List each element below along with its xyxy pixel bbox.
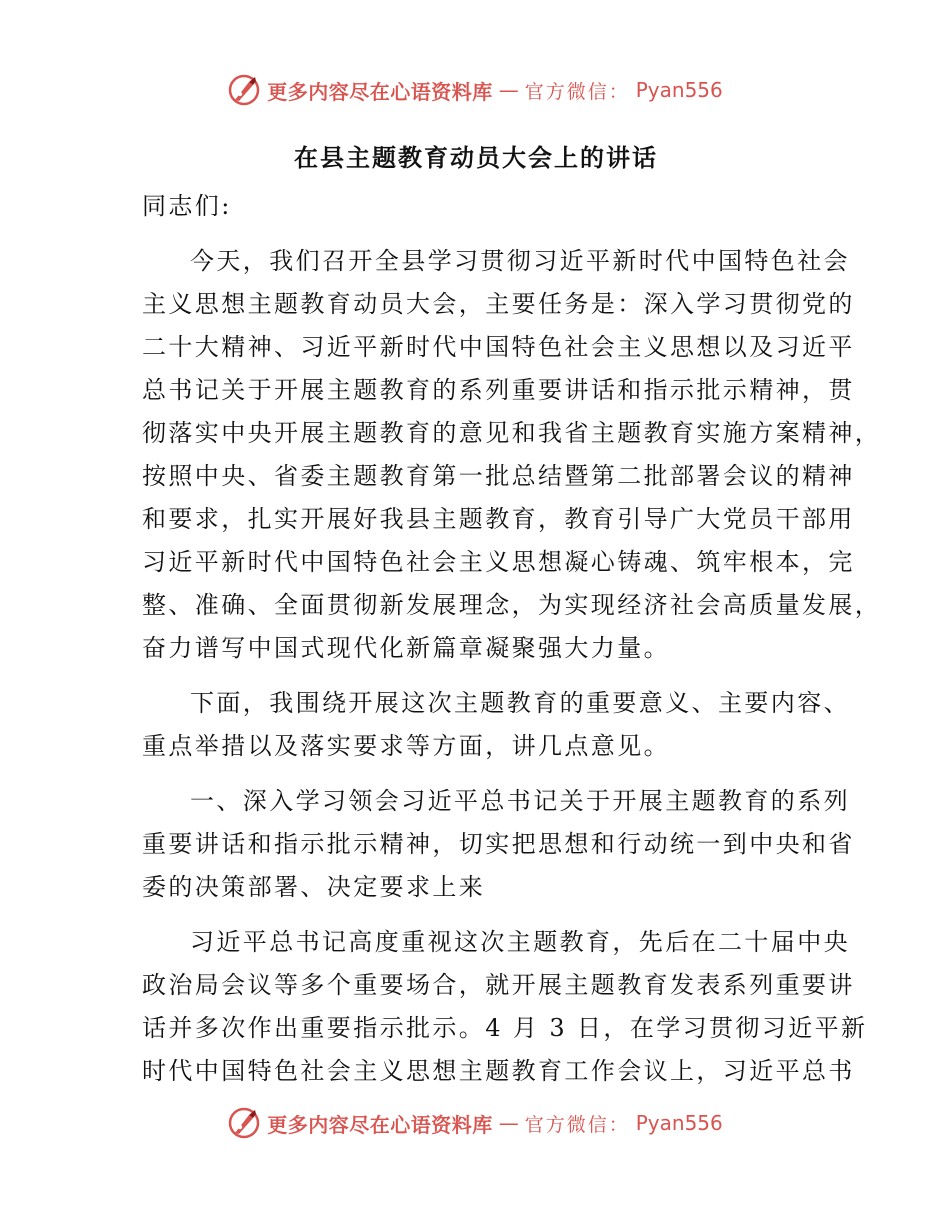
watermark-label: 官方微信： <box>524 1113 630 1136</box>
watermark-header <box>0 70 950 110</box>
paragraph-line: 奋力谱写中国式现代化新篇章凝聚强大力量。 <box>142 634 670 662</box>
watermark-dash: — <box>498 78 519 102</box>
paragraph-line: 习近平新时代中国特色社会主义思想凝心铸魂、筑牢根本，完 <box>142 548 855 576</box>
paragraph-line: 话并多次作出重要指示批示。4 月 3 日，在学习贯彻习近平新 <box>142 1014 868 1042</box>
salutation: 同志们: <box>142 192 232 220</box>
watermark-label: 官方微信： <box>524 80 630 103</box>
paragraph-line: 彻落实中央开展主题教育的意见和我省主题教育实施方案精神， <box>142 419 882 447</box>
paragraph-line: 今天，我们召开全县学习贯彻习近平新时代中国特色社会 <box>190 247 850 275</box>
paragraph-line: 下面，我围绕开展这次主题教育的重要意义、主要内容、 <box>190 689 850 717</box>
watermark-text: 更多内容尽在心语资料库 <box>267 1112 493 1137</box>
paragraph-line: 整、准确、全面贯彻新发展理念，为实现经济社会高质量发展， <box>142 591 882 619</box>
paragraph-2 <box>142 682 850 768</box>
paragraph-line: 按照中央、省委主题教育第一批总结暨第二批部署会议的精神 <box>142 462 855 490</box>
watermark-wechat-id: Pyan556 <box>635 78 723 102</box>
quill-logo-icon <box>227 73 261 107</box>
paragraph-line: 重要讲话和指示批示精神，切实把思想和行动统一到中央和省 <box>142 830 855 858</box>
paragraph-line: 主义思想主题教育动员大会，主要任务是：深入学习贯彻党的 <box>142 290 855 318</box>
watermark-text: 更多内容尽在心语资料库 <box>267 79 493 104</box>
paragraph-line: 二十大精神、习近平新时代中国特色社会主义思想以及习近平 <box>142 333 855 361</box>
paragraph-1 <box>142 240 882 670</box>
quill-logo-icon <box>227 1106 261 1140</box>
document-body <box>142 135 882 1093</box>
paragraph-line: 时代中国特色社会主义思想主题教育工作会议上，习近平总书 <box>142 1057 855 1085</box>
paragraph-line: 政治局会议等多个重要场合，就开展主题教育发表系列重要讲 <box>142 971 855 999</box>
document-title: 在县主题教育动员大会上的讲话 <box>294 143 658 172</box>
watermark-wechat-id: Pyan556 <box>635 1111 723 1135</box>
paragraph-line: 一、深入学习领会习近平总书记关于开展主题教育的系列 <box>190 787 850 815</box>
watermark-footer <box>0 1103 950 1143</box>
paragraph-line: 习近平总书记高度重视这次主题教育，先后在二十届中央 <box>190 928 850 956</box>
section-heading-1 <box>142 780 855 909</box>
paragraph-line: 委的决策部署、决定要求上来 <box>142 873 486 901</box>
watermark-dash: — <box>498 1111 519 1135</box>
paragraph-3 <box>142 921 868 1093</box>
paragraph-line: 重点举措以及落实要求等方面，讲几点意见。 <box>142 732 670 760</box>
paragraph-line: 和要求，扎实开展好我县主题教育，教育引导广大党员干部用 <box>142 505 855 533</box>
paragraph-line: 总书记关于开展主题教育的系列重要讲话和指示批示精神，贯 <box>142 376 855 404</box>
